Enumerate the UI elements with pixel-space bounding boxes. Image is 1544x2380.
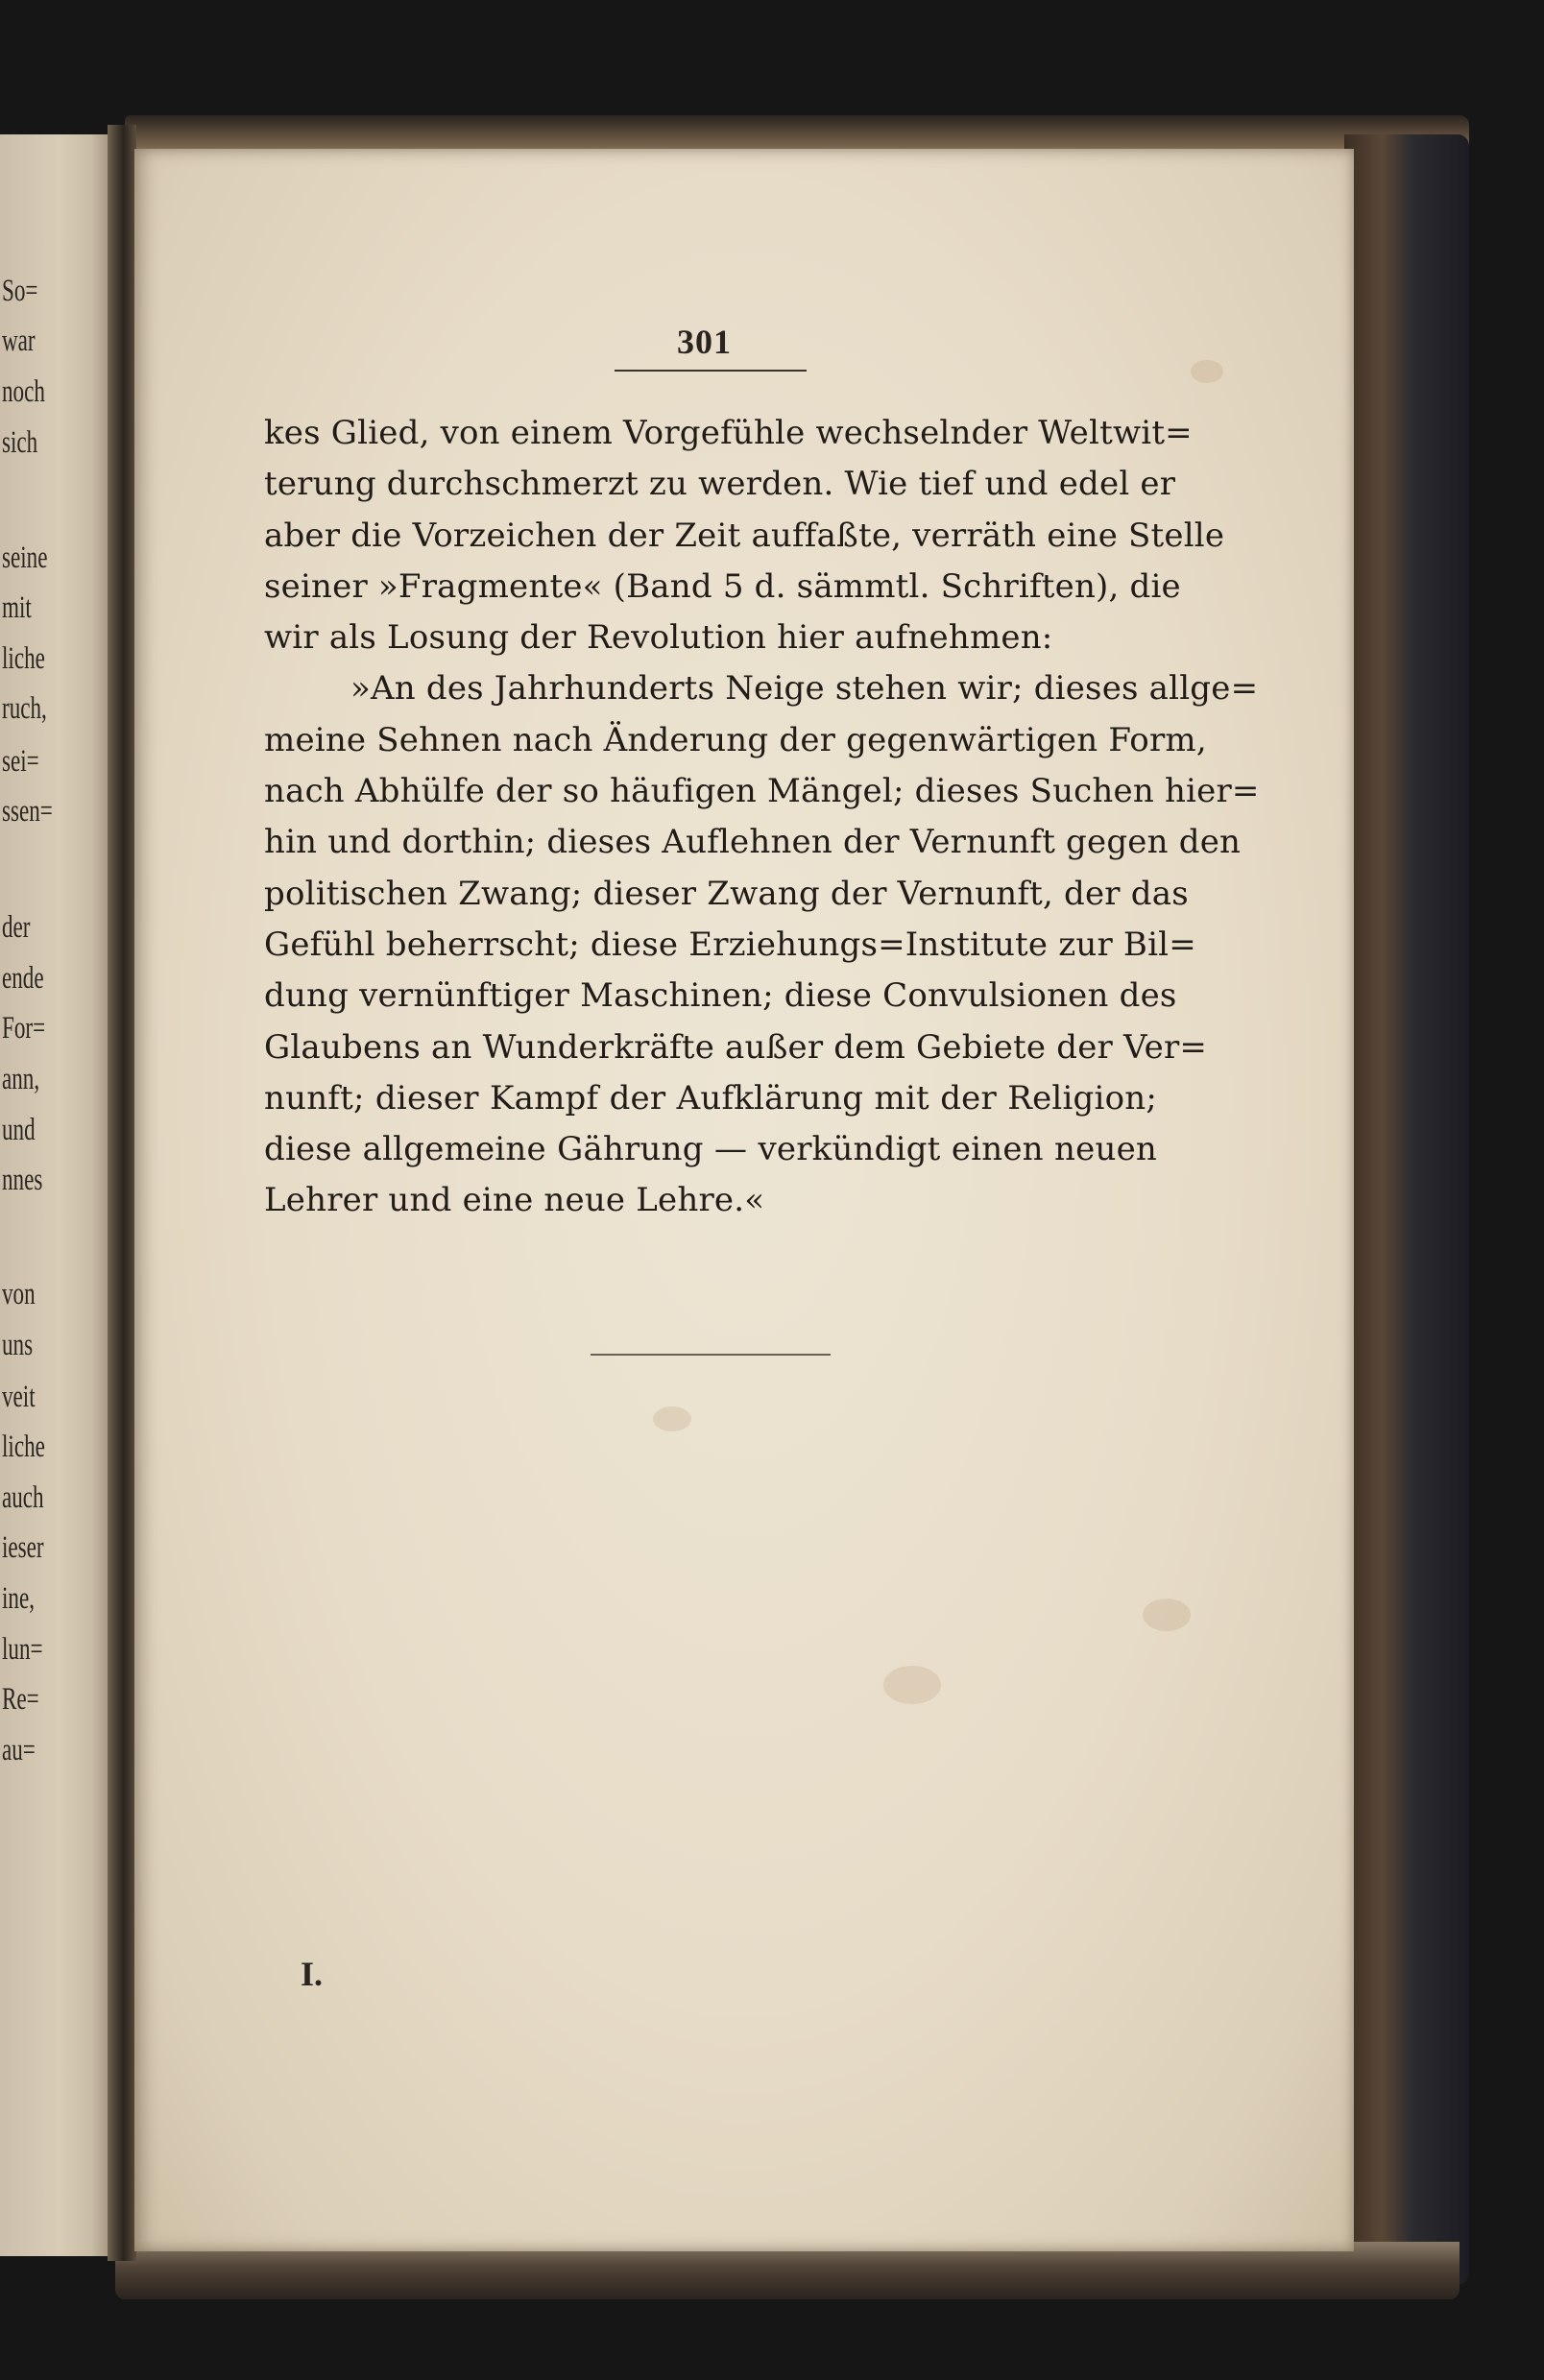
page-number: 301 — [677, 323, 732, 361]
header-rule — [615, 370, 807, 372]
text-line: »An des Jahrhunderts Neige stehen wir; dieses allge= — [350, 669, 1259, 709]
page-stain — [653, 1406, 691, 1431]
text-line: diese allgemeine Gährung — verkündigt einen neuen — [264, 1130, 1157, 1169]
book-gutter — [108, 125, 136, 2261]
previous-page-fragment: sich — [2, 425, 38, 460]
text-line: wir als Losung der Revolution hier aufnehmen: — [264, 618, 1053, 658]
text-line: terung durchschmerzt zu werden. Wie tief und edel er — [264, 465, 1176, 504]
text-line: politischen Zwang; dieser Zwang der Vernunft, der das — [264, 874, 1189, 913]
previous-page-fragment: seine — [2, 541, 48, 575]
previous-page-fragment: noch — [2, 374, 45, 409]
previous-page-fragment: ieser — [2, 1530, 44, 1565]
text-line: seiner »Fragmente« (Band 5 d. sämmtl. Schriften), die — [264, 566, 1181, 606]
previous-page-fragment: ssen= — [2, 794, 53, 829]
previous-page-fragment: For= — [2, 1011, 46, 1046]
section-end-rule — [591, 1354, 831, 1356]
page-stain — [1143, 1599, 1191, 1631]
previous-page-fragment: und — [2, 1113, 36, 1147]
page-stain — [883, 1666, 941, 1704]
previous-page-fragment: So= — [2, 274, 38, 308]
previous-page-fragment: sei= — [2, 744, 39, 779]
text-line: hin und dorthin; dieses Auflehnen der Vernunft gegen den — [264, 823, 1242, 862]
previous-page-text-fragments — [0, 134, 108, 2256]
book-cover-top-edge — [125, 115, 1469, 154]
previous-page-fragment: ende — [2, 961, 44, 996]
text-line: nach Abhülfe der so häufigen Mängel; dieses Suchen hier= — [264, 772, 1260, 811]
previous-page-fragment: der — [2, 910, 31, 945]
page-body-text — [264, 408, 1260, 1227]
text-line: dung vernünftiger Maschinen; diese Convulsionen des — [264, 976, 1177, 1016]
text-line: meine Sehnen nach Änderung der gegenwärtigen Form, — [264, 720, 1207, 759]
text-line: Glaubens an Wunderkräfte außer dem Gebiete der Ver= — [264, 1027, 1208, 1067]
text-line: Gefühl beherrscht; diese Erziehungs=Institute zur Bil= — [264, 925, 1196, 964]
text-line: kes Glied, von einem Vorgefühle wechselnder Weltwit= — [264, 414, 1193, 452]
previous-page-fragment: ine, — [2, 1581, 36, 1616]
previous-page-fragment: lun= — [2, 1632, 43, 1667]
book-cover-right-edge — [1344, 134, 1469, 2285]
previous-page-fragment: war — [2, 324, 36, 358]
previous-page-fragment: liche — [2, 641, 45, 676]
previous-page-fragment: Re= — [2, 1682, 39, 1717]
page-stain — [1191, 360, 1223, 383]
previous-page-fragment: mit — [2, 590, 32, 625]
previous-page-fragment: ruch, — [2, 691, 47, 726]
text-line: Lehrer und eine neue Lehre.« — [264, 1181, 765, 1220]
previous-page-fragment: auch — [2, 1480, 44, 1515]
previous-page-fragment: nnes — [2, 1163, 43, 1197]
previous-page-edge — [0, 134, 108, 2256]
text-line: nunft; dieser Kampf der Aufklärung mit der Religion; — [264, 1078, 1157, 1118]
text-line: aber die Vorzeichen der Zeit auffaßte, verräth eine Stelle — [264, 516, 1225, 555]
previous-page-fragment: ann, — [2, 1062, 40, 1096]
previous-page-fragment: von — [2, 1277, 36, 1311]
previous-page-fragment: uns — [2, 1328, 34, 1362]
previous-page-fragment: liche — [2, 1430, 45, 1464]
signature-mark: I. — [301, 1955, 324, 1993]
previous-page-fragment: veit — [2, 1380, 36, 1414]
previous-page-fragment: au= — [2, 1733, 36, 1767]
